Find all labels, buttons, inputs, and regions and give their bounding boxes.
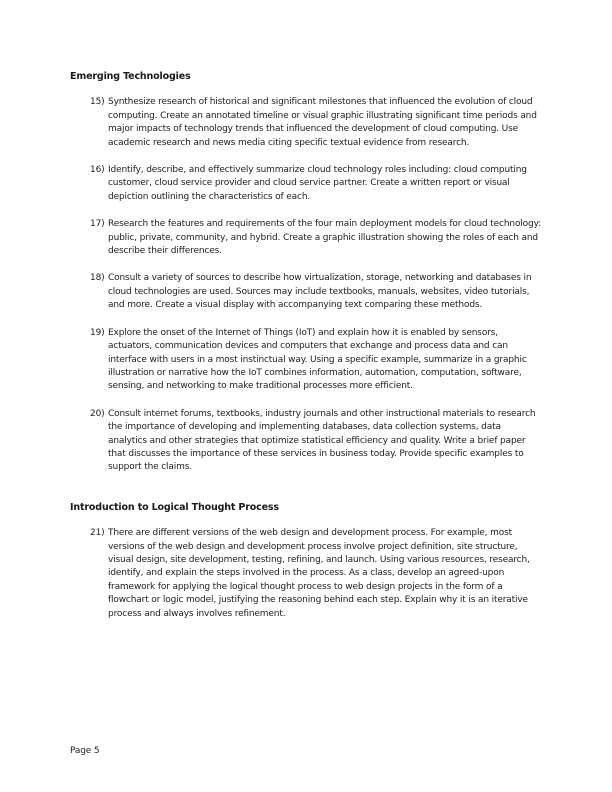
- list-item: [70, 96, 542, 150]
- list-item-text: Consult a variety of sources to describe how virtualization, storage, networking and databases in cloud technologies are used. Sources may include textbooks, manuals, websites, video tutorials, and more. Create a visual display with accompanying text comparing these methods.: [108, 273, 532, 311]
- section-heading: Introduction to Logical Thought Process: [70, 501, 279, 513]
- section-logical-thought-process: [70, 501, 542, 621]
- list-item-text: Consult internet forums, textbooks, industry journals and other instructional materials to research the importance of developing and implementing databases, data collection systems, data analytics and other strategies that optimize statistical efficiency and quality. Write a brief paper that discusses the importance of these services in business today. Provide specific examples to support the claims.: [108, 408, 536, 473]
- list-item-number: 21): [90, 528, 105, 539]
- list-item: [70, 527, 542, 621]
- list-item: [70, 272, 542, 312]
- list-item-text: Synthesize research of historical and significant milestones that influenced the evolution of cloud computing. Create an annotated timeline or visual graphic illustrating significant time periods and major impacts of technology trends that influenced the development of cloud computing. Use academic research and news media citing specific textual evidence from research.: [108, 97, 537, 148]
- list-item-text: Research the features and requirements of the four main deployment models for cloud technology: public, private, community, and hybrid. Create a graphic illustration showing the roles of each and describe their differences.: [108, 219, 541, 257]
- list-item: [70, 408, 542, 475]
- page-number-label: Page 5: [70, 745, 100, 756]
- list-item-number: 15): [90, 97, 105, 108]
- list-item-text: Identify, describe, and effectively summarize cloud technology roles including: cloud computing customer, cloud service provider and cloud service partner. Create a written report or visual depiction outlining the characteristics of each.: [108, 165, 527, 202]
- list-item-text: Explore the onset of the Internet of Things (IoT) and explain how it is enabled by sensors, actuators, communication devices and computers that exchange and process data and can interface with users in a most instinctual way. Using a specific example, summarize in a graphic illustration or narrative how the IoT combines information, automation, computation, software, sensing, and networking to make traditional processes more efficient.: [108, 327, 527, 392]
- list-item-number: 17): [90, 219, 105, 230]
- list-item-text: There are different versions of the web design and development process. For example, most versions of the web design and development process involve project definition, site structure, visual design, site development, testing, refining, and launch. Using various resources, research, identify, and explain the steps involved in the process. As a class, develop an agreed-upon framework for applying the logical thought process to web design projects in the form of a flowchart or logic model, justifying the reasoning behind each step. Explain why it is an iterative process and always involves refinement.: [108, 528, 530, 619]
- list-item-number: 18): [90, 273, 105, 284]
- list-item-number: 16): [90, 165, 105, 176]
- section-emerging-technologies: [70, 70, 542, 475]
- section-heading: Emerging Technologies: [70, 71, 191, 82]
- list-item: [70, 164, 542, 204]
- list-item: [70, 218, 542, 258]
- list-item: [70, 327, 542, 394]
- list-item-number: 19): [90, 327, 105, 338]
- list-item-number: 20): [90, 408, 105, 419]
